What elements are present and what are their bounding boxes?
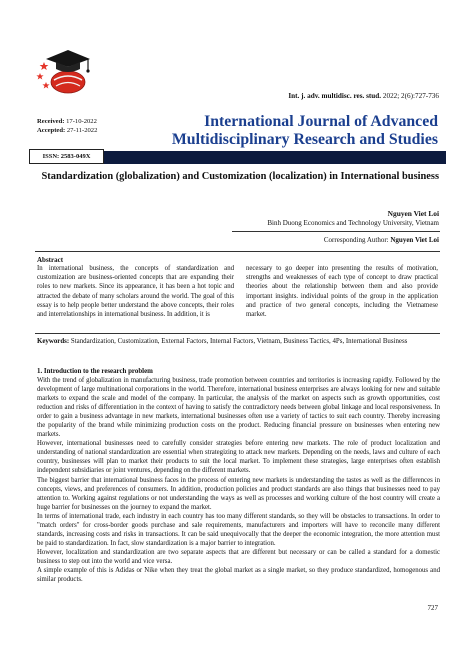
corresponding-name: Nguyen Viet Loi — [390, 236, 439, 244]
paragraph: However, localization and standardization are two separate aspects that are different but necessary or can be called a standard for a domestic business to step out into the world and vice versa. — [37, 548, 440, 565]
page-number: 727 — [427, 604, 438, 612]
journal-logo — [30, 40, 102, 100]
accepted-date: 27-11-2022 — [66, 127, 98, 134]
paragraph: The biggest barrier that international business faces in the process of entering new markets is understanding the tastes as well as the differences in concepts, views, and preferences of consumers. In addition, production policies and product standards are also things that businesses need to pay attention to. Working against regulations or not understanding the ways as well as processes and working culture of the host country will create a huge barrier for businesses on the journey to expand the market. — [37, 476, 440, 511]
abstract-left-column: In international business, the concepts of standardization and customization are business-oriented concepts that are expanding their roles to new markets. Since its appearance, it has been a hot topic and attracted the debate of many scholars around the world. The goal of this essay is to help people better understand the above concepts, their roles and interrelationships in international business. In addition, it is — [37, 265, 234, 319]
divider — [35, 333, 440, 334]
received-line — [37, 117, 97, 126]
accepted-line — [37, 126, 97, 135]
paragraph: With the trend of globalization in manufacturing business, trade promotion between countries and territories is increasing rapidly. Followed by the development of large multinational corporations in the world. Therefore, international business enterprises are always looking for new and suitable markets to expand the scale and model of the company. In particular, the analysis of the market on aspects such as growth opportunities, cost reduction and risks of differentiation in the context of having to satisfy the contradictory needs between global linkage and local responsiveness. In order to gain a business advantage in new markets, international businesses often use a variety of tactics to suit each country. Thereby increasing the popularity of the brand while minimizing production costs on the product. Reducing financial pressure on businesses when entering new markets. — [37, 377, 440, 439]
received-label: Received: — [37, 118, 65, 125]
citation-details: 2022; 2(6):727-736 — [382, 92, 439, 100]
keywords-label: Keywords: — [37, 338, 70, 345]
submission-dates — [37, 117, 97, 135]
citation-journal: Int. j. adv. multidisc. res. stud. — [288, 92, 382, 100]
section-body — [37, 376, 440, 584]
keywords-text: Standardization, Customization, External Factors, Internal Factors, Vietnam, Business Tactics, 4Ps, International Business — [70, 338, 408, 345]
paper-title: Standardization (globalization) and Customization (localization) in International business — [41, 171, 439, 182]
graduation-cap-icon — [46, 50, 90, 73]
journal-title: International Journal of Advanced Multidisciplinary Research and Studies — [171, 113, 438, 148]
divider — [35, 251, 440, 252]
star-icon — [36, 62, 49, 89]
abstract-heading: Abstract — [37, 256, 64, 264]
accepted-label: Accepted: — [37, 127, 66, 134]
section-heading: 1. Introduction to the research problem — [37, 368, 153, 375]
paragraph: In terms of international trade, each industry in each country has too many different standards, so they will be obstacles to transactions. In order to "match orders" for cross-border goods purchase and sale requirements, manufacturers and importers will have to reconcile many different standards, increasing costs and risks in transactions. It can be said unequivocally that the deeper the economic integration, the more attention must be paid to standardization. In fact, slow standardization is a major barrier to integration. — [37, 512, 440, 547]
paragraph: However, international businesses need to carefully consider strategies before entering new markets. The role of product localization and understanding of national standardization are essential when strategizing to attack new markets. Depending on the needs, laws and culture of each country, businesses will plan to market their products to suit the local market. To implement these strategies, large enterprises often establish independent subsidiaries or joint ventures, depending on the different markets. — [37, 440, 440, 475]
corresponding-label: Corresponding Author: — [323, 236, 389, 244]
divider — [232, 231, 440, 232]
author-affiliation: Binh Duong Economics and Technology University, Vietnam — [267, 219, 439, 227]
author-name: Nguyen Viet Loi — [387, 209, 439, 218]
abstract-right-column: necessary to go deeper into presenting the results of motivation, strengths and weaknesses of each type of concept to draw practical theories about the relationship between them and also provide important insights. individual points of the group in the application and practice of two general concepts, including the Vietnamese market. — [246, 265, 438, 319]
corresponding-author — [324, 236, 439, 244]
issn-label: ISSN: 2583-049X — [29, 149, 104, 164]
received-date: 17-10-2022 — [66, 118, 97, 125]
paragraph: A simple example of this is Adidas or Nike when they treat the global market as a single market, so they produce standardized, homogenous and similar products. — [37, 566, 440, 584]
keywords — [37, 337, 439, 346]
citation-line — [288, 92, 439, 100]
